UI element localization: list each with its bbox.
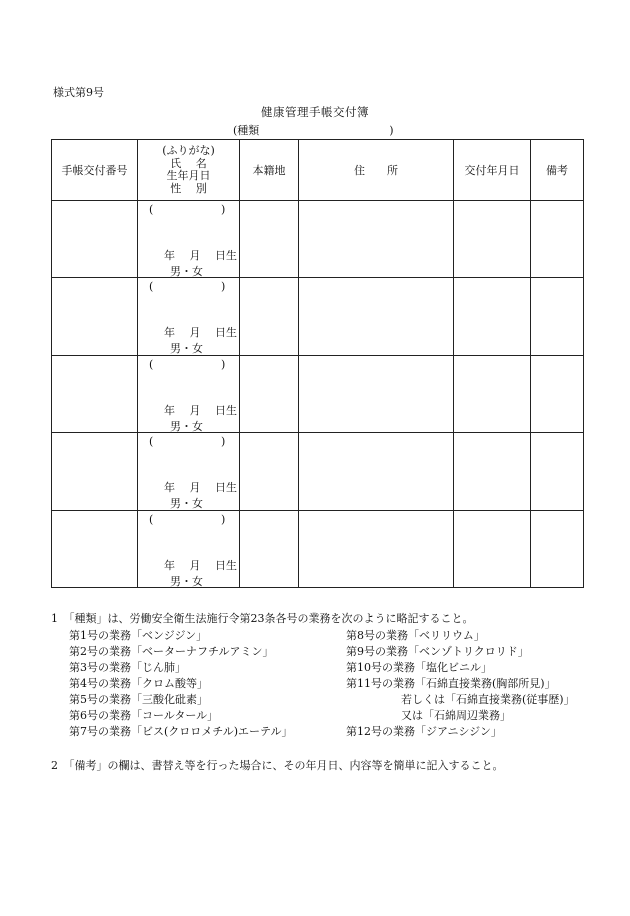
header-remarks: 備考 (531, 140, 584, 201)
note-item-left: 第4号の業務「クロム酸等」 (69, 677, 208, 690)
birth-date-label: 年 月 日生 (164, 249, 237, 262)
paren-close: ) (221, 357, 226, 371)
domicile-cell[interactable] (240, 278, 299, 355)
domicile-cell[interactable] (240, 510, 299, 587)
header-fullname: 氏 名 (170, 156, 207, 170)
book-number-cell[interactable] (52, 278, 138, 355)
issue-date-cell[interactable] (454, 433, 531, 510)
note-item-right: 若しくは「石綿直接業務(従事歴)」 (346, 693, 575, 706)
note-item-left: 第2号の業務「ベーターナフチルアミン」 (69, 645, 274, 658)
name-cell[interactable] (138, 433, 240, 510)
paren-open: ( (149, 203, 154, 216)
birth-date-label: 年 月 日生 (164, 403, 237, 417)
book-number-cell[interactable] (52, 201, 138, 278)
note-2: 2 「備考」の欄は、書替え等を行った場合に、その年月日、内容等を簡単に記入すること。 (51, 759, 504, 772)
domicile-cell[interactable] (240, 201, 299, 278)
book-number-cell[interactable] (52, 355, 138, 432)
header-furigana: (ふりがな) (162, 144, 215, 157)
table-row (52, 355, 584, 432)
header-birthdate: 生年月日 (166, 169, 211, 182)
note-item-left: 第6号の業務「コールタール」 (69, 709, 219, 722)
table-row (52, 278, 584, 355)
remarks-cell[interactable] (531, 355, 584, 432)
note-item-right: 第8号の業務「ベリリウム」 (346, 629, 485, 642)
note-item-right: 第10号の業務「塩化ビニル」 (346, 661, 492, 674)
name-cell[interactable] (138, 355, 240, 432)
note-item-left: 第1号の業務「ベンジジン」 (69, 629, 208, 642)
header-name (138, 140, 240, 201)
remarks-cell[interactable] (531, 433, 584, 510)
register-table (51, 139, 584, 588)
header-address: 住 所 (299, 140, 454, 201)
type-label: (種類 (233, 124, 260, 137)
paren-close: ) (221, 203, 226, 216)
issue-date-cell[interactable] (454, 355, 531, 432)
note-item-right: 第9号の業務「ベンゾトリクロリド」 (346, 645, 529, 658)
sex-label: 男・女 (170, 497, 203, 511)
sex-label: 男・女 (170, 419, 203, 433)
address-cell[interactable] (299, 355, 454, 432)
note-item-right: 又は「石綿周辺業務」 (346, 709, 511, 722)
issue-date-cell[interactable] (454, 201, 531, 278)
remarks-cell[interactable] (531, 201, 584, 278)
header-domicile: 本籍地 (240, 140, 299, 201)
paren-open: ( (149, 512, 154, 526)
form-number: 様式第9号 (53, 86, 104, 99)
domicile-cell[interactable] (240, 355, 299, 432)
header-sex: 性 別 (170, 181, 207, 195)
type-close: ) (389, 124, 394, 137)
domicile-cell[interactable] (240, 433, 299, 510)
sex-label: 男・女 (170, 265, 203, 278)
birth-date-label: 年 月 日生 (164, 326, 237, 340)
name-cell[interactable] (138, 201, 240, 278)
table-row (52, 433, 584, 510)
header-book-number: 手帳交付番号 (52, 140, 138, 201)
book-number-cell[interactable] (52, 510, 138, 587)
sex-label: 男・女 (170, 342, 203, 356)
paren-close: ) (221, 512, 226, 526)
address-cell[interactable] (299, 278, 454, 355)
note-item-left: 第3号の業務「じん肺」 (69, 661, 186, 674)
sex-label: 男・女 (170, 574, 203, 588)
header-issue-date: 交付年月日 (454, 140, 531, 201)
name-cell[interactable] (138, 510, 240, 587)
birth-date-label: 年 月 日生 (164, 481, 237, 495)
remarks-cell[interactable] (531, 510, 584, 587)
page-title: 健康管理手帳交付簿 (261, 105, 369, 119)
address-cell[interactable] (299, 201, 454, 278)
birth-date-label: 年 月 日生 (164, 558, 237, 572)
name-cell[interactable] (138, 278, 240, 355)
paren-open: ( (149, 280, 154, 294)
table-row (52, 510, 584, 587)
paren-close: ) (221, 280, 226, 294)
note-item-right: 第11号の業務「石綿直接業務(胸部所見)」 (346, 677, 556, 690)
note-item-right: 第12号の業務「ジアニシジン」 (346, 725, 502, 738)
address-cell[interactable] (299, 510, 454, 587)
table-header-row (52, 140, 584, 201)
note-1: 1 「種類」は、労働安全衛生法施行令第23条各号の業務を次のように略記すること。 (51, 612, 474, 625)
paren-open: ( (149, 435, 154, 449)
note-item-left: 第5号の業務「三酸化砒素」 (69, 693, 208, 706)
address-cell[interactable] (299, 433, 454, 510)
paren-close: ) (221, 435, 226, 449)
issue-date-cell[interactable] (454, 510, 531, 587)
issue-date-cell[interactable] (454, 278, 531, 355)
type-line (233, 122, 394, 138)
table-row (52, 201, 584, 278)
paren-open: ( (149, 357, 154, 371)
remarks-cell[interactable] (531, 278, 584, 355)
note-item-left: 第7号の業務「ビス(クロロメチル)エーテル」 (69, 725, 293, 738)
book-number-cell[interactable] (52, 433, 138, 510)
